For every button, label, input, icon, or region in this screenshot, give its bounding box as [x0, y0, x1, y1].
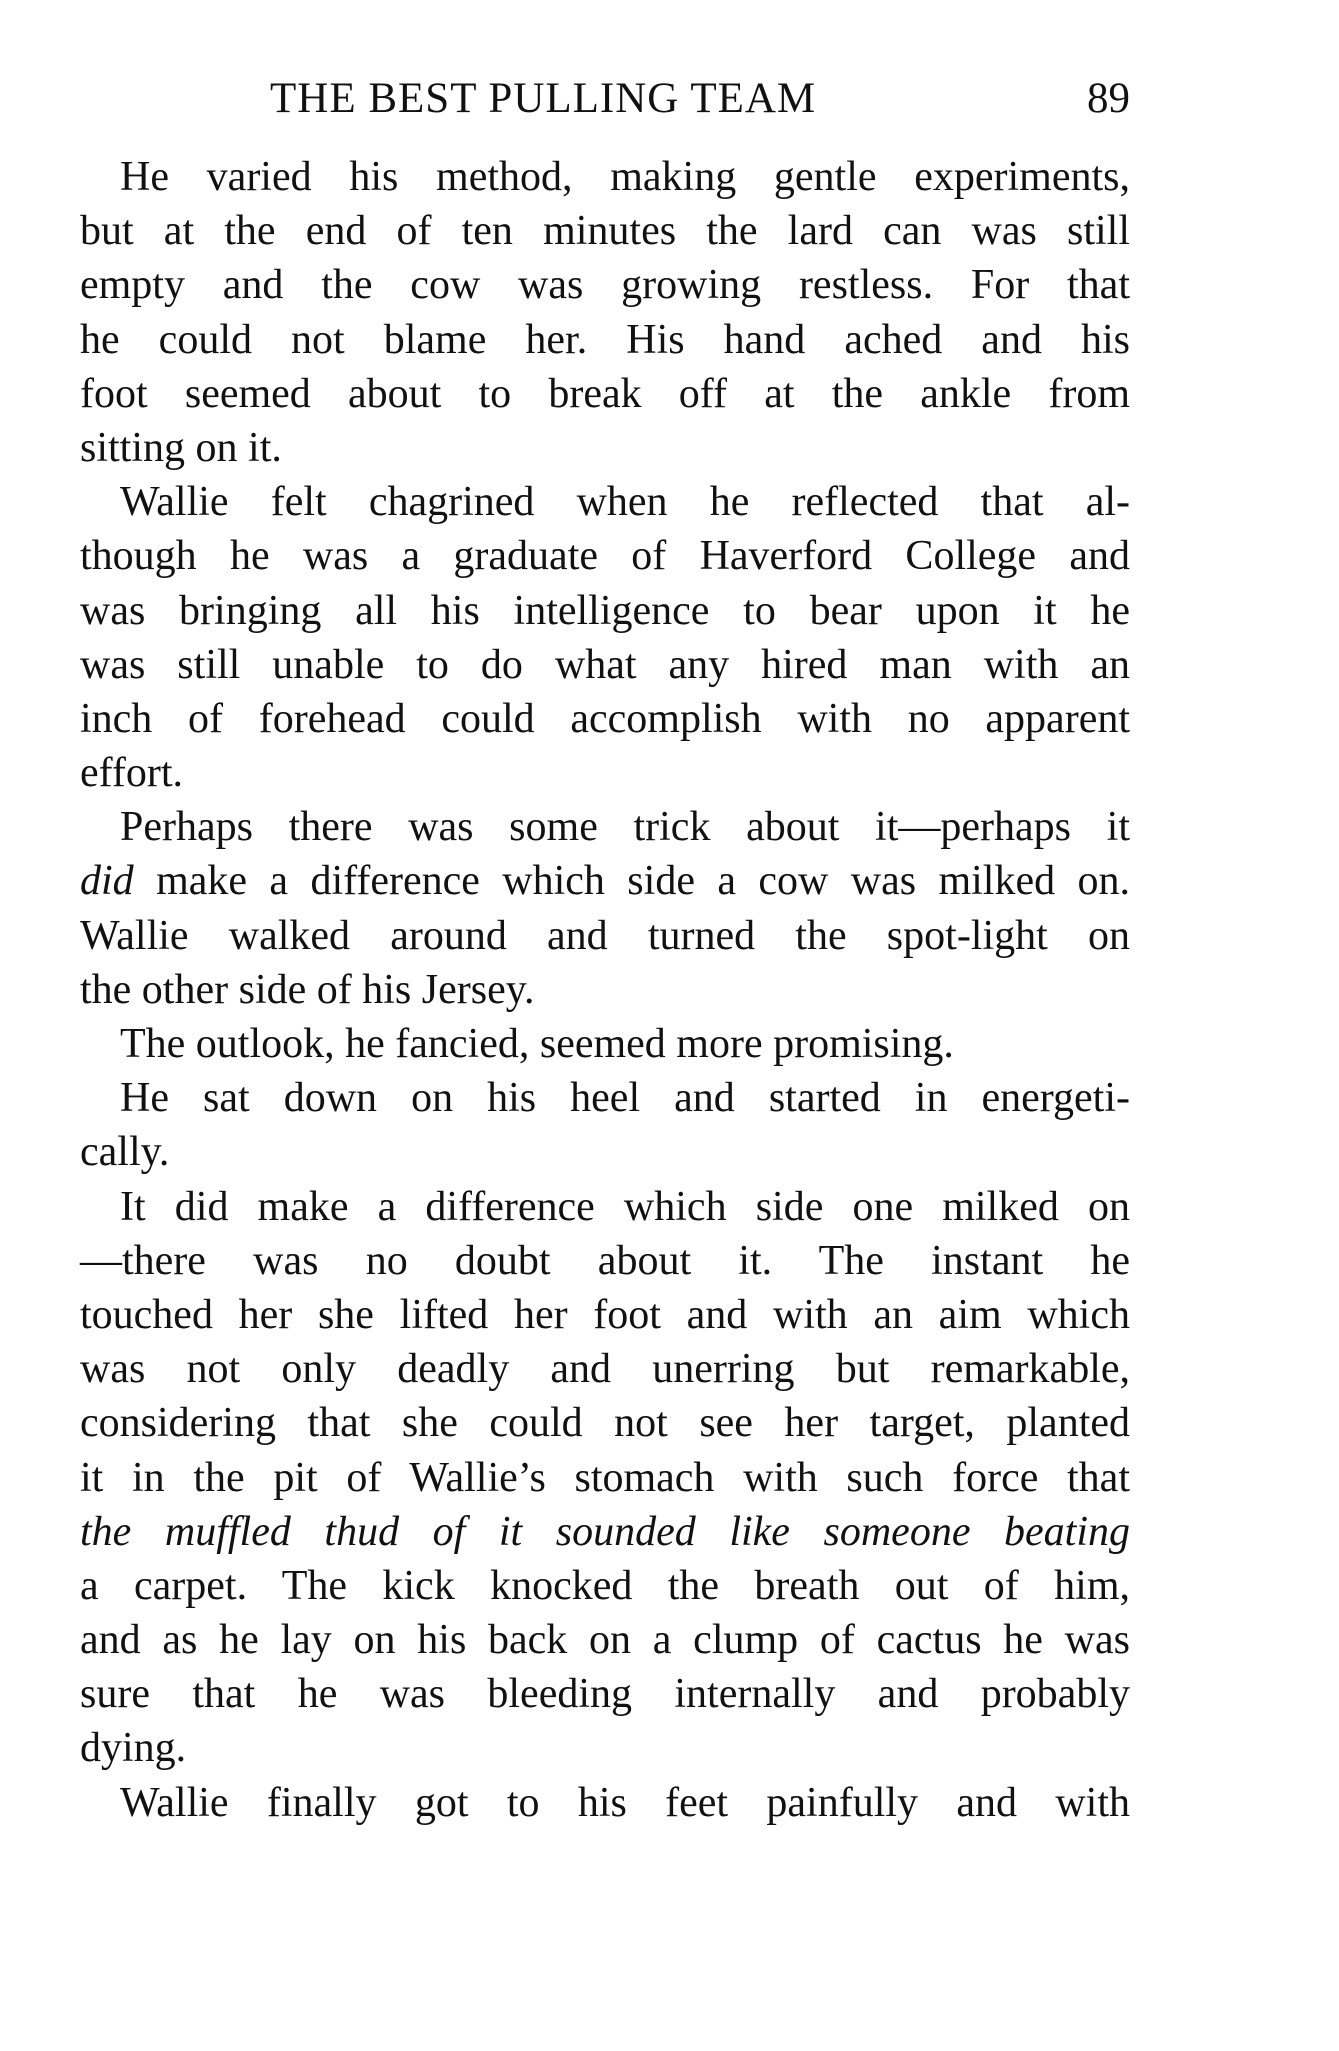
line-segment: empty and the cow was growing restless. For that [80, 262, 1130, 309]
line-segment: touched her she lifted her foot and with an aim which [80, 1291, 1130, 1338]
line-segment: though he was a graduate of Haverford College and [80, 533, 1130, 580]
text-line [80, 1776, 1130, 1830]
line-segment: sure that he was bleeding internally and probably [80, 1671, 1130, 1718]
line-segment: considering that she could not see her target, planted [80, 1400, 1130, 1447]
line-segment: —there was no doubt about it. The instant he [80, 1237, 1130, 1284]
text-line [80, 1342, 1130, 1396]
text-line [80, 313, 1130, 367]
line-segment: inch of forehead could accomplish with no apparent [80, 695, 1130, 742]
line-segment: it in the pit of Wallie’s stomach with such force that [80, 1454, 1130, 1501]
text-line [80, 692, 1130, 746]
text-line [80, 1451, 1130, 1505]
line-segment: Wallie walked around and turned the spot-light on [80, 912, 1130, 959]
text-line [80, 1017, 1130, 1071]
line-segment: was bringing all his intelligence to bear upon it he [80, 587, 1130, 634]
line-segment: and as he lay on his back on a clump of cactus he was [80, 1617, 1130, 1664]
text-line [80, 150, 1130, 204]
text-line [80, 1613, 1130, 1667]
text-line [80, 800, 1130, 854]
text-line [80, 1721, 1130, 1775]
text-line [80, 1234, 1130, 1288]
text-line [80, 1396, 1130, 1450]
line-segment: the other side of his Jersey. [80, 966, 535, 1013]
text-line [80, 475, 1130, 529]
text-line [80, 638, 1130, 692]
line-segment: It did make a difference which side one milked on [120, 1183, 1130, 1230]
text-line [80, 367, 1130, 421]
line-segment: sitting on it. [80, 424, 282, 471]
line-segment: he could not blame her. His hand ached and his [80, 316, 1130, 363]
italic-emphasis: did [80, 858, 134, 905]
line-segment: He sat down on his heel and started in energeti- [120, 1075, 1130, 1122]
body-text [80, 150, 1130, 1830]
text-line [80, 1505, 1130, 1559]
text-line [80, 529, 1130, 583]
running-head [80, 74, 1130, 134]
text-line [80, 1288, 1130, 1342]
text-line [80, 1667, 1130, 1721]
line-segment: The outlook, he fancied, seemed more promising. [120, 1021, 954, 1067]
line-segment: but at the end of ten minutes the lard can was still [80, 208, 1130, 255]
running-title: THE BEST PULLING TEAM [270, 75, 817, 122]
line-segment: was not only deadly and unerring but remarkable, [80, 1346, 1130, 1393]
text-line [80, 1559, 1130, 1613]
text-line [80, 909, 1130, 963]
line-segment: He varied his method, making gentle experiments, [120, 154, 1130, 200]
text-line [80, 854, 1130, 908]
text-line [80, 1180, 1130, 1234]
line-segment: effort. [80, 750, 184, 797]
line-segment: Wallie felt chagrined when he reflected that al- [120, 479, 1130, 526]
text-line [80, 584, 1130, 638]
page-number: 89 [1087, 75, 1130, 122]
italic-line: the muffled thud of it sounded like someone beating [80, 1508, 1130, 1555]
line-segment: a carpet. The kick knocked the breath out of him, [80, 1562, 1130, 1609]
line-segment: foot seemed about to break off at the ankle from [80, 370, 1130, 417]
line-segment: Wallie finally got to his feet painfully and with [120, 1779, 1130, 1826]
text-line [80, 963, 1130, 1017]
text-line [80, 258, 1130, 312]
text-line [80, 421, 1130, 475]
text-line [80, 1071, 1130, 1125]
text-line [80, 746, 1130, 800]
text-line [80, 1125, 1130, 1179]
line-segment: was still unable to do what any hired man with an [80, 641, 1130, 688]
text-line [80, 204, 1130, 258]
line-segment: Perhaps there was some trick about it—perhaps it [120, 804, 1130, 851]
line-segment: make a difference which side a cow was milked on. [133, 858, 1130, 905]
line-segment: cally. [80, 1129, 170, 1176]
line-segment: dying. [80, 1725, 187, 1772]
